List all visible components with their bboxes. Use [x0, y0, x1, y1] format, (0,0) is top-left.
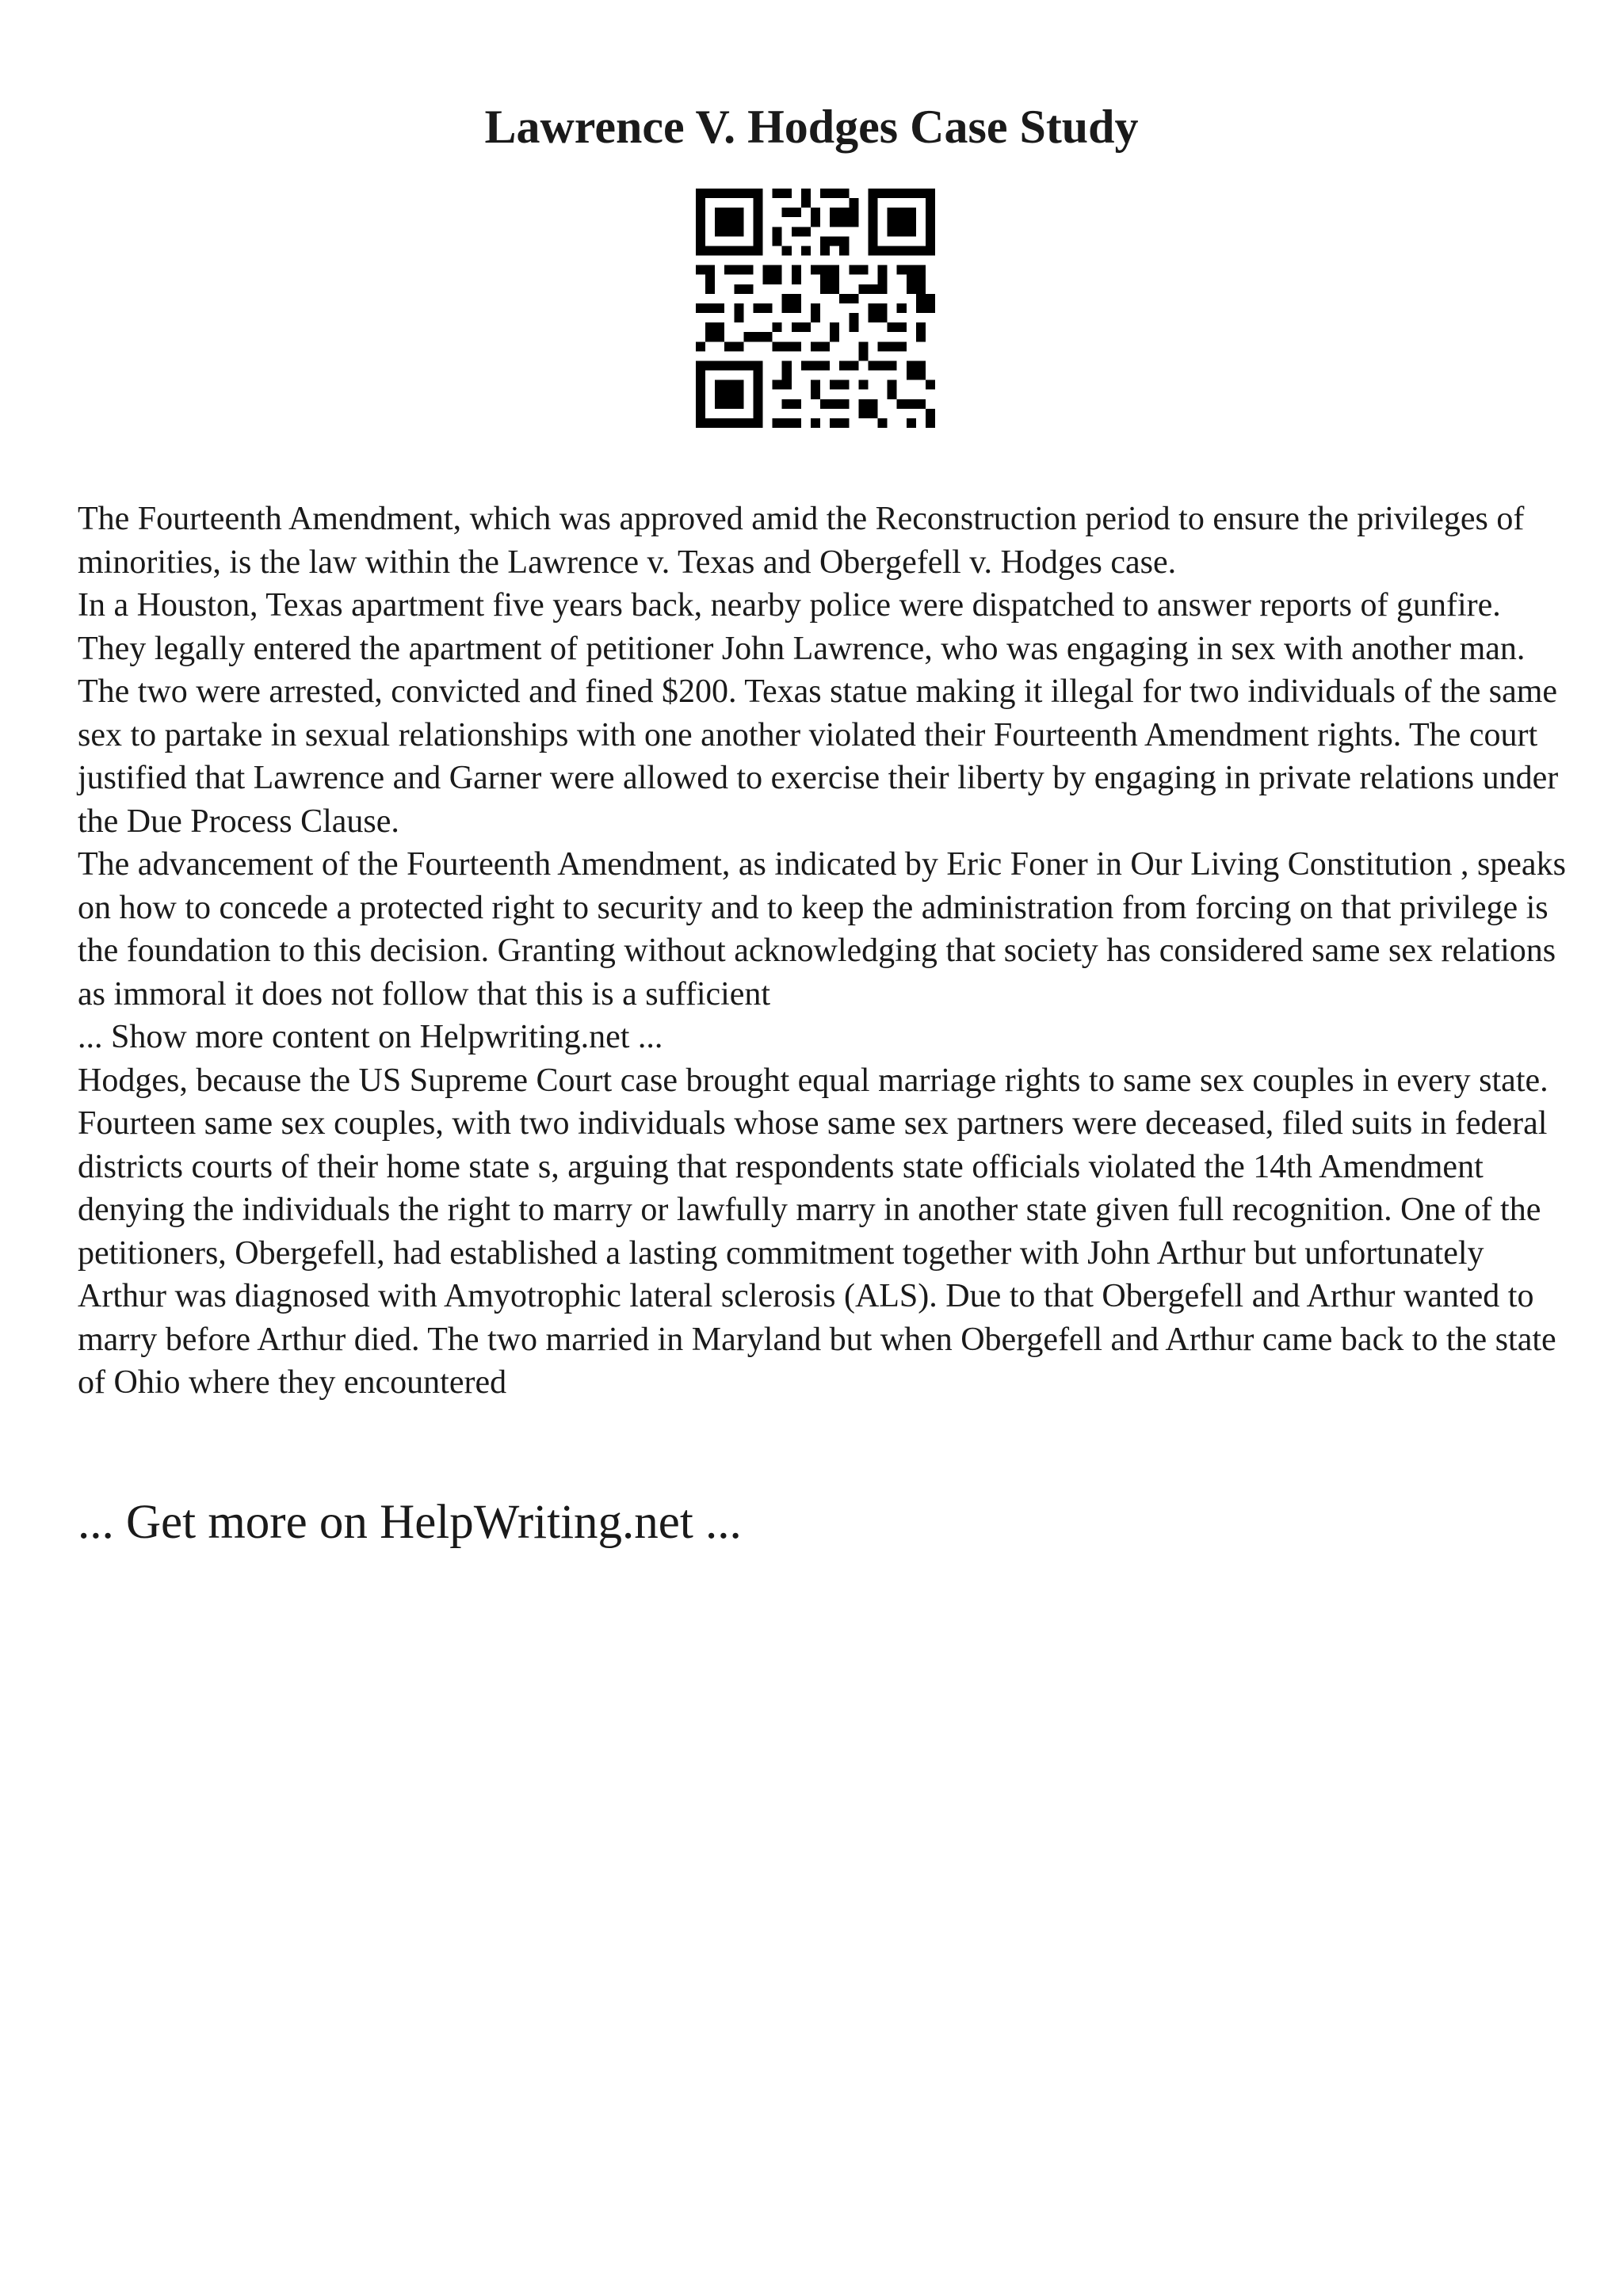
- show-more-link[interactable]: ... Show more content on Helpwriting.net ...: [78, 1019, 663, 1055]
- article-body: [78, 498, 1568, 1405]
- qr-code[interactable]: [696, 189, 935, 428]
- paragraph-3: The advancement of the Fourteenth Amendment, as indicated by Eric Foner in Our Living Constitution , speaks on how to concede a protected right to security and to keep the administration from forcing on that privilege is the foundation to this decision. Granting without acknowledging that society has considered same sex relations as immoral it does not follow that this is a sufficient: [78, 846, 1566, 1013]
- page-title: Lawrence V. Hodges Case Study: [484, 101, 1139, 153]
- get-more-link[interactable]: ... Get more on HelpWriting.net ...: [78, 1496, 742, 1549]
- qr-code-icon: [696, 189, 935, 428]
- paragraph-2: In a Houston, Texas apartment five years back, nearby police were dispatched to answer reports of gunfire. They legally entered the apartment of petitioner John Lawrence, who was engaging in sex with another man. The two were arrested, convicted and fined $200. Texas statue making it illegal for two individuals of the same sex to partake in sexual relationships with one another violated their Fourteenth Amendment rights. The court justified that Lawrence and Garner were allowed to exercise their liberty by engaging in private relations under the Due Process Clause.: [78, 587, 1559, 840]
- paragraph-1: The Fourteenth Amendment, which was approved amid the Reconstruction period to ensure the privileges of minorities, is the law within the Lawrence v. Texas and Obergefell v. Hodges case.: [78, 501, 1525, 581]
- paragraph-4: Hodges, because the US Supreme Court case brought equal marriage rights to same sex couples in every state. Fourteen same sex couples, with two individuals whose same sex partners were deceased, filed suits in federal districts courts of their home state s, arguing that respondents state officials violated the 14th Amendment denying the individuals the right to marry or lawfully marry in another state given full recognition. One of the petitioners, Obergefell, had established a lasting commitment together with John Arthur but unfortunately Arthur was diagnosed with Amyotrophic lateral sclerosis (ALS). Due to that Obergefell and Arthur wanted to marry before Arthur died. The two married in Maryland but when Obergefell and Arthur came back to the state of Ohio where they encountered: [78, 1062, 1556, 1401]
